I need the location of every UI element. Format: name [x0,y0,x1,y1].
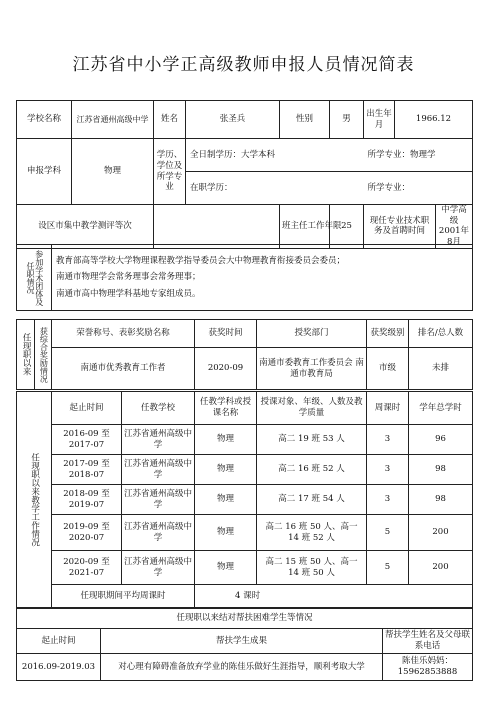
page-title: 江苏省中小学正高级教师申报人员情况简表 [72,55,415,75]
teaching-school: 江苏省通州高级中学 [122,485,195,515]
teaching-weekly: 5 [367,551,409,585]
teaching-table [16,391,473,609]
birth-value: 1966.12 [395,101,473,139]
fulltime-major: 所学专业：物理学 [364,139,473,172]
teaching-weekly: 3 [367,455,409,485]
teaching-school: 江苏省通州高级中学 [122,551,195,585]
headteacher-years-label: 班主任工作年限 [280,205,330,249]
teaching-header: 任教学科或授课名称 [195,392,257,425]
teaching-total: 96 [409,425,473,455]
teaching-period: 2017-09 至 2018-07 [52,455,122,485]
awards-outer-label [17,320,35,390]
teaching-subject: 物理 [195,455,257,485]
assist-result: 对心理有障碍准备放弃学业的陈佳乐做好生涯指导，顺利考取大学 [101,654,383,681]
teaching-header: 起止时间 [52,392,122,425]
current-title-label: 现任专业技术职务及首聘时间 [364,205,436,249]
district-eval-value [154,205,280,249]
academic-groups-label-text: 参加学术团体及任职情况 [26,249,44,306]
assist-header: 起止时间 [17,629,101,654]
teaching-class: 高二 19 班 53 人 [257,425,367,455]
teaching-period: 2018-09 至 2019-07 [52,485,122,515]
teaching-total: 98 [409,455,473,485]
teaching-period: 2019-09 至 2020-07 [52,515,122,551]
teaching-school: 江苏省通州高级中学 [122,425,195,455]
awards-header: 授奖部门 [257,320,367,348]
name-value: 张圣兵 [186,101,280,139]
teaching-label-text: 任现职以来教学工作情况 [29,453,40,547]
teaching-class: 高二 17 班 54 人 [257,485,367,515]
teaching-weekly: 3 [367,425,409,455]
teaching-total: 200 [409,515,473,551]
teaching-school: 江苏省通州高级中学 [122,455,195,485]
name-label: 姓名 [154,101,186,139]
assist-header: 帮扶学生成果 [101,629,383,654]
teaching-class: 高二 15 班 50 人、高一 14 班 50 人 [257,551,367,585]
avg-weekly-label: 任现职期间平均周课时 [52,585,195,609]
academic-group-line: 教育部高等学校大学物理课程教学指导委员会大中物理教育衔接委员会委员； [56,256,346,267]
teaching-subject: 物理 [195,425,257,455]
assist-contact: 陈佳乐妈妈：15962853888 [383,654,473,681]
teaching-header: 周课时 [367,392,409,425]
gender-label: 性别 [280,101,330,139]
awards-table [16,319,473,390]
awards-inner-label-text: 获综合奖励情况 [39,326,49,383]
teaching-weekly: 5 [367,515,409,551]
teaching-class: 高二 16 班 50 人、高一 14 班 52 人 [257,515,367,551]
awards-header: 获奖时间 [195,320,257,348]
current-title-value: 中学高级 2001年8月 [436,205,473,249]
award-level: 市级 [367,348,409,390]
academic-groups-content [52,245,473,311]
award-rank: 未排 [409,348,473,390]
awards-inner-label [35,320,52,390]
academic-groups-table [16,244,473,311]
avg-weekly-value: 4 课时 [195,585,473,609]
onjob-degree: 在职学历： [186,172,364,205]
award-time: 2020-09 [195,348,257,390]
teaching-total: 98 [409,485,473,515]
school-value: 江苏省通州高级中学 [72,101,154,139]
teaching-total: 200 [409,551,473,585]
teaching-header: 任教学校 [122,392,195,425]
academic-group-line: 南通市物理学会常务理事会常务理事； [56,272,201,283]
assist-title: 任现职以来结对帮扶困难学生等情况 [17,608,473,629]
subject-label: 申报学科 [17,139,72,205]
teaching-subject: 物理 [195,485,257,515]
academic-groups-label [17,245,52,311]
district-eval-label: 设区市集中教学测评等次 [17,205,154,249]
teaching-subject: 物理 [195,515,257,551]
teaching-label [17,392,52,609]
teaching-class: 高二 16 班 52 人 [257,455,367,485]
assist-period: 2016.09-2019.03 [17,654,101,681]
awards-header: 排名/总人数 [409,320,473,348]
teaching-header: 授课对象、年级、人数及教学质量 [257,392,367,425]
awards-outer-label-text: 任现职以来 [21,333,32,376]
teaching-header: 学年总学时 [409,392,473,425]
gender-value: 男 [330,101,364,139]
teaching-period: 2016-09 至 2017-07 [52,425,122,455]
academic-group-line: 南通市高中物理学科基地专家组成员。 [56,288,201,299]
assist-header: 帮扶学生姓名及父母联系电话 [383,629,473,654]
fulltime-degree: 全日制学历：大学本科 [186,139,364,172]
awards-header: 荣誉称号、表彰奖励名称 [52,320,195,348]
assist-table [16,607,473,681]
subject-value: 物理 [72,139,154,205]
birth-label: 出生年月 [364,101,395,139]
teaching-weekly: 3 [367,485,409,515]
award-name: 南通市优秀教育工作者 [52,348,195,390]
degree-label: 学历、学位及所学专业 [154,139,186,205]
school-label: 学校名称 [17,101,72,139]
teaching-period: 2020-09 至 2021-07 [52,551,122,585]
award-dept: 南通市委教育工作委员会 南通市教育局 [257,348,367,390]
awards-header: 获奖级别 [367,320,409,348]
onjob-major: 所学专业： [364,172,473,205]
teaching-school: 江苏省通州高级中学 [122,515,195,551]
headteacher-years-value: 25 [330,205,364,249]
basic-info-table [16,100,473,249]
teaching-subject: 物理 [195,551,257,585]
